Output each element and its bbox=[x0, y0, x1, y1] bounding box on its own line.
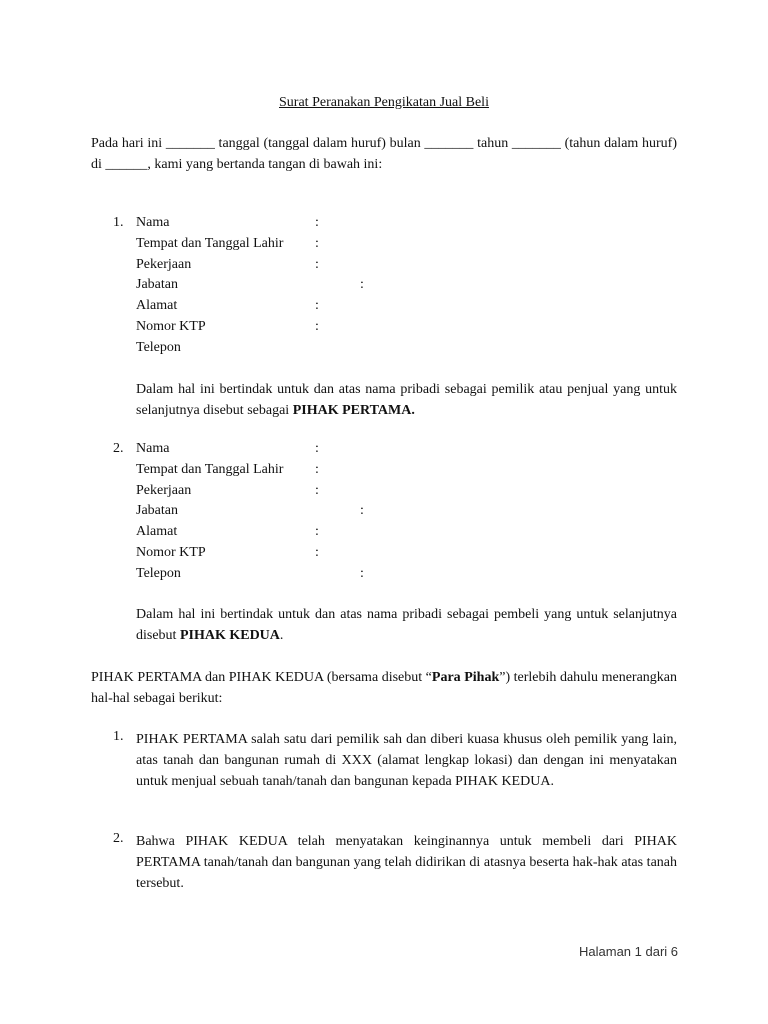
party-1-note: Dalam hal ini bertindak untuk dan atas nama pribadi sebagai pemilik atau penjual yang untuk selanjutnya disebut sebagai PIHAK PERTAMA. bbox=[136, 382, 677, 418]
party-2-role: PIHAK KEDUA bbox=[179, 628, 280, 643]
intro-paragraph: PIHAK PERTAMA dan PIHAK KEDUA (bersama disebut “Para Pihak”) terlebih dahulu menerangkan hal-hal sebagai berikut: bbox=[91, 670, 677, 706]
party-2-number: 2. bbox=[113, 441, 124, 456]
document-title: Surat Peranakan Pengikatan Jual Beli bbox=[279, 95, 489, 110]
recital-item-1-text: PIHAK PERTAMA salah satu dari pemilik sah dan diberi kuasa khusus oleh pemilik yang lain, atas tanah dan bangunan rumah di XXX (alamat lengkap lokasi) dan dengan ini menyatakan untuk menjual sebuah tanah/tanah dan bangunan kepada PIHAK KEDUA. bbox=[136, 732, 677, 789]
page-number: Halaman 1 dari 6 bbox=[579, 944, 678, 959]
party-1-number: 1. bbox=[113, 215, 124, 230]
recital-item-2-text: Bahwa PIHAK KEDUA telah menyatakan keinginannya untuk membeli dari PIHAK PERTAMA tanah/tanah dan bangunan yang telah didirikan di atasnya beserta hak-hak atas tanah tersebut. bbox=[136, 834, 677, 891]
party-2-note: Dalam hal ini bertindak untuk dan atas nama pribadi sebagai pembeli yang untuk selanjutnya disebut PIHAK KEDUA. bbox=[136, 607, 677, 643]
party-1-role: PIHAK PERTAMA. bbox=[292, 403, 415, 418]
opening-paragraph: Pada hari ini _______ tanggal (tanggal dalam huruf) bulan _______ tahun _______ (tahun dalam huruf) di ______, kami yang bertanda tangan di bawah ini: bbox=[91, 136, 677, 172]
document-page: Surat Peranakan Pengikatan Jual Beli Pada hari ini _______ tanggal (tanggal dalam huruf) bulan _______ tahun _______ (tahun dalam huruf) di ______, kami yang bertanda tangan di bawah ini: 1. Nama : Tempat dan Tanggal Lahir : Pekerjaan : Jabatan : Alamat : Nomor KTP : Telepon Dalam hal ini bertindak untuk dan atas nama pribadi sebagai pemilik atau penjual yang untuk selanjutnya disebut sebagai PIHAK PERTAMA. 2. Nama : Tempat dan Tanggal Lahir : Pekerjaan : Jabatan : Alamat : Nomor KTP : Telepon : Dalam hal ini bertindak untuk dan atas nama pribadi sebagai pembeli yang untuk selanjutnya disebut PIHAK KEDUA. PIHAK PERTAMA dan PIHAK KEDUA (bersama disebut “Para Pihak”) terlebih dahulu menerangkan hal-hal sebagai berikut: 1. PIHAK PERTAMA salah satu dari pemilik sah dan diberi kuasa khusus oleh pemilik yang lain, atas tanah dan bangunan rumah di XXX (alamat lengkap lokasi) dan dengan ini menyatakan untuk menjual sebuah tanah/tanah dan bangunan kepada PIHAK KEDUA. 2. Bahwa PIHAK KEDUA telah menyatakan keinginannya untuk membeli dari PIHAK PERTAMA tanah/tanah dan bangunan yang telah didirikan di atasnya beserta hak-hak atas tanah tersebut. Halaman 1 dari 6 bbox=[0, 0, 768, 1024]
para-pihak-term: Para Pihak bbox=[431, 670, 500, 685]
